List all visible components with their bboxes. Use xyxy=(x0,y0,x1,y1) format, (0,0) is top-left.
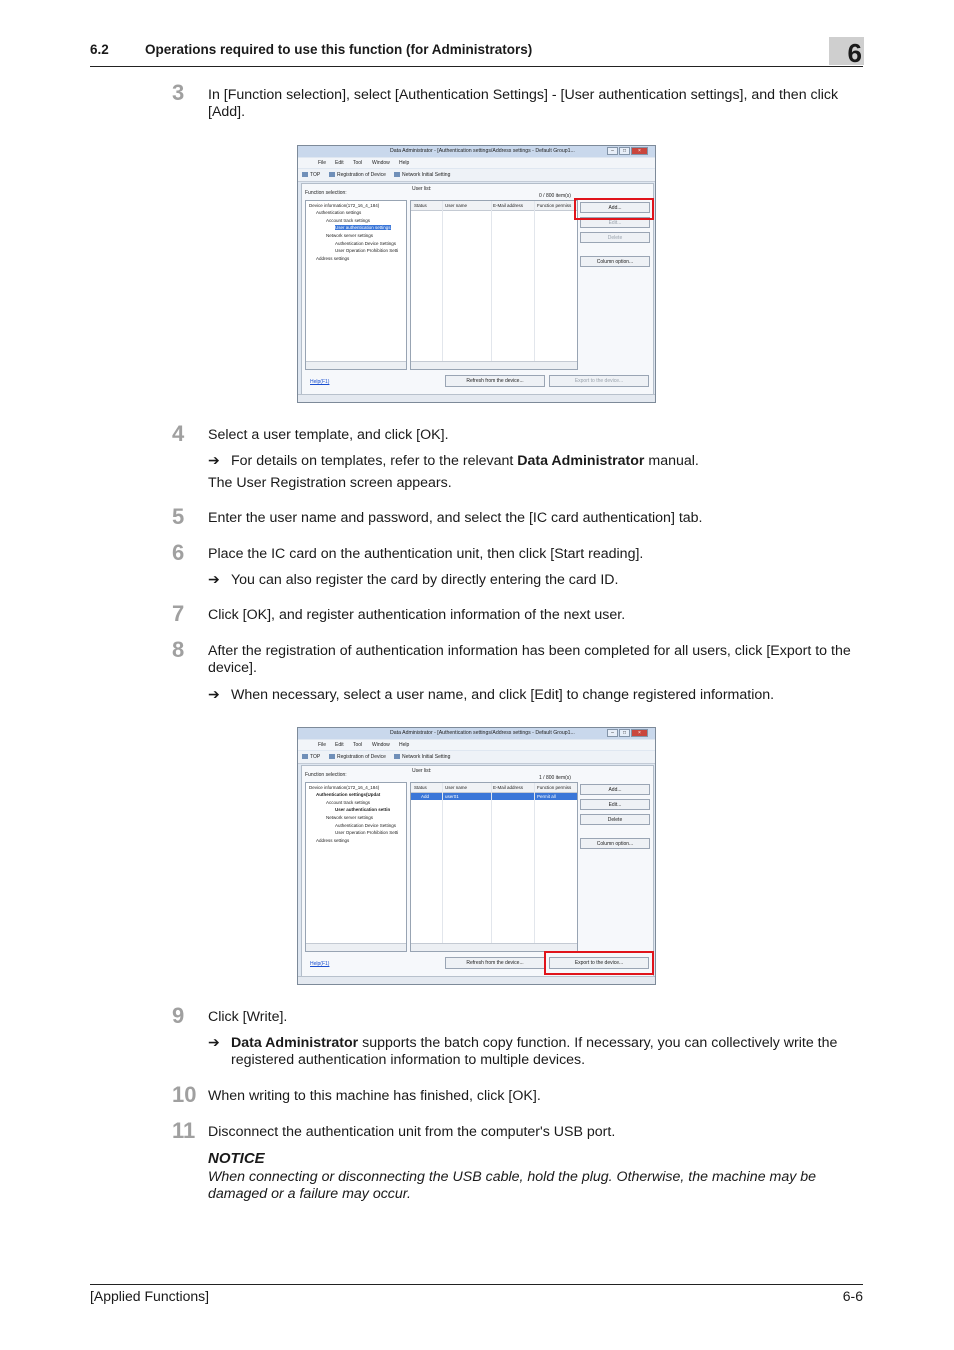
toolbar xyxy=(298,169,655,182)
tree-item: Network server settings xyxy=(326,815,374,820)
help-link: Help(F1) xyxy=(310,379,330,385)
toolbar-top: TOP xyxy=(302,172,320,178)
step-text: Place the IC card on the authentication unit, then click [Start reading]. xyxy=(208,546,644,562)
minimize-icon: – xyxy=(607,729,618,737)
network-icon xyxy=(394,754,400,759)
minimize-icon: – xyxy=(607,147,618,155)
item-count: 0 / 800 item(s) xyxy=(539,193,571,199)
tree-item-selected: User authentication settin xyxy=(335,807,391,812)
table-row: Add user01 Permit all xyxy=(411,793,577,800)
table-header xyxy=(411,201,577,211)
scrollbar xyxy=(411,943,577,951)
notice-text: When connecting or disconnecting the USB cable, hold the plug. Otherwise, the machine may be damaged or a failure may occur. xyxy=(208,1169,817,1202)
col-user-name: User name xyxy=(445,203,468,208)
col-email: E-Mail address xyxy=(493,203,524,208)
page-number: 6-6 xyxy=(842,1288,863,1304)
tree-item-selected: User authentication settings xyxy=(335,225,391,230)
tree-item: Authentication settings xyxy=(316,210,362,215)
menu-edit: Edit xyxy=(335,160,344,166)
window-titlebar xyxy=(298,146,655,157)
menu-help: Help xyxy=(399,742,410,748)
export-button: Export to the device... xyxy=(549,957,649,969)
menu-bar xyxy=(298,740,655,750)
tree-item: Device information(172_16_4_184) xyxy=(309,785,380,790)
step-text: Enter the user name and password, and select the [IC card authentication] tab. xyxy=(208,510,703,526)
step-text: When writing to this machine has finished, click [OK]. xyxy=(208,1088,541,1104)
function-selection-label: Function selection: xyxy=(305,190,347,196)
screenshot-user-list-empty xyxy=(297,145,656,403)
arrow-icon: ➔ xyxy=(208,572,220,588)
notice-title: NOTICE xyxy=(208,1150,265,1167)
scrollbar xyxy=(306,943,406,951)
toolbar-network: Network Initial Setting xyxy=(394,754,450,760)
section-number: 6.2 xyxy=(90,42,109,57)
user-list-table xyxy=(410,782,578,952)
window-titlebar xyxy=(298,728,655,739)
col-email: E-Mail address xyxy=(493,785,524,790)
maximize-icon: □ xyxy=(619,147,630,155)
window-title: Data Administrator - [Authentication settings/Address settings - Default Group1... xyxy=(390,730,575,736)
screenshot-user-list-registered xyxy=(297,727,656,985)
status-bar xyxy=(298,976,655,984)
step-number: 4 xyxy=(172,421,185,446)
function-selection-label: Function selection: xyxy=(305,772,347,778)
close-icon: × xyxy=(631,147,648,155)
menu-file: File xyxy=(318,742,327,748)
scrollbar xyxy=(411,361,577,369)
chapter-badge: 6 xyxy=(829,37,864,65)
step-result: The User Registration screen appears. xyxy=(208,475,452,491)
page-header xyxy=(90,42,863,67)
menu-tool: Tool xyxy=(353,742,363,748)
step-text: After the registration of authentication information has been completed for all users, click [Export to the device]. xyxy=(208,643,851,676)
step-number: 6 xyxy=(172,540,185,565)
highlight-export xyxy=(544,951,654,975)
step-number: 9 xyxy=(172,1003,185,1028)
edit-button: Edit... xyxy=(580,799,650,810)
window-title: Data Administrator - [Authentication settings/Address settings - Default Group1... xyxy=(390,148,575,154)
menu-tool: Tool xyxy=(353,160,363,166)
arrow-icon: ➔ xyxy=(208,687,220,703)
step-text: Click [OK], and register authentication information of the next user. xyxy=(208,607,626,623)
col-function: Function permiss xyxy=(537,203,572,208)
tree-item: Account track settings xyxy=(326,218,371,223)
refresh-button: Refresh from the device... xyxy=(445,375,545,387)
step-number: 8 xyxy=(172,637,185,662)
page-footer xyxy=(90,1284,863,1304)
menu-bar xyxy=(298,158,655,168)
window-body xyxy=(301,765,654,979)
step-number: 3 xyxy=(172,80,185,105)
menu-window: Window xyxy=(372,160,390,166)
tree-item: Address settings xyxy=(316,256,350,261)
toolbar-top: TOP xyxy=(302,754,320,760)
user-list-table xyxy=(410,200,578,370)
tree-item: Authentication settings(Updat xyxy=(316,792,381,797)
tree-item: Authentication Device Settings xyxy=(335,241,397,246)
highlight-add xyxy=(574,198,654,220)
step-number: 10 xyxy=(172,1082,197,1107)
col-status: Status xyxy=(414,785,427,790)
step-text: In [Function selection], select [Authentication Settings] - [User authentication settings], and then click [Add]. xyxy=(208,87,839,120)
export-button: Export to the device... xyxy=(549,375,649,387)
step-text: Select a user template, and click [OK]. xyxy=(208,427,449,443)
tree-item: Address settings xyxy=(316,838,350,843)
close-icon: × xyxy=(631,729,648,737)
column-option-button: Column option... xyxy=(580,838,650,849)
tree-item: User Operation Prohibition Setti xyxy=(335,830,399,835)
footer-section: [Applied Functions] xyxy=(90,1288,210,1304)
maximize-icon: □ xyxy=(619,729,630,737)
step-number: 11 xyxy=(172,1118,196,1143)
menu-file: File xyxy=(318,160,327,166)
toolbar-network: Network Initial Setting xyxy=(394,172,450,178)
menu-help: Help xyxy=(399,160,410,166)
step-text: Click [Write]. xyxy=(208,1009,288,1025)
device-icon xyxy=(329,172,335,177)
user-list-label: User list: xyxy=(412,186,432,192)
home-icon xyxy=(302,172,308,177)
menu-edit: Edit xyxy=(335,742,344,748)
step-number: 7 xyxy=(172,601,185,626)
col-user-name: User name xyxy=(445,785,468,790)
toolbar xyxy=(298,751,655,764)
add-button: Add... xyxy=(580,202,650,213)
toolbar-registration: Registration of Device xyxy=(329,754,386,760)
arrow-icon: ➔ xyxy=(208,1035,220,1051)
step-text: Disconnect the authentication unit from the computer's USB port. xyxy=(208,1124,616,1140)
refresh-button: Refresh from the device... xyxy=(445,957,545,969)
col-status: Status xyxy=(414,203,427,208)
toolbar-registration: Registration of Device xyxy=(329,172,386,178)
function-tree xyxy=(305,782,407,952)
device-icon xyxy=(329,754,335,759)
function-tree xyxy=(305,200,407,370)
col-function: Function permiss xyxy=(537,785,572,790)
scrollbar xyxy=(306,361,406,369)
arrow-icon: ➔ xyxy=(208,453,220,469)
tree-item: User Operation Prohibition Setti xyxy=(335,248,399,253)
tree-item: Authentication Device Settings xyxy=(335,823,397,828)
table-header xyxy=(411,783,577,793)
column-option-button: Column option... xyxy=(580,256,650,267)
user-list-label: User list: xyxy=(412,768,432,774)
step-number: 5 xyxy=(172,504,185,529)
help-link: Help(F1) xyxy=(310,961,330,967)
section-title: Operations required to use this function (for Administrators) xyxy=(145,42,533,57)
home-icon xyxy=(302,754,308,759)
item-count: 1 / 800 item(s) xyxy=(539,775,571,781)
status-bar xyxy=(298,394,655,402)
tree-item: Account track settings xyxy=(326,800,371,805)
add-button: Add... xyxy=(580,784,650,795)
delete-button: Delete xyxy=(580,814,650,825)
edit-button: Edit... xyxy=(580,217,650,228)
tree-item: Device information(172_16_4_184) xyxy=(309,203,380,208)
tree-item: Network server settings xyxy=(326,233,374,238)
network-icon xyxy=(394,172,400,177)
delete-button: Delete xyxy=(580,232,650,243)
menu-window: Window xyxy=(372,742,390,748)
